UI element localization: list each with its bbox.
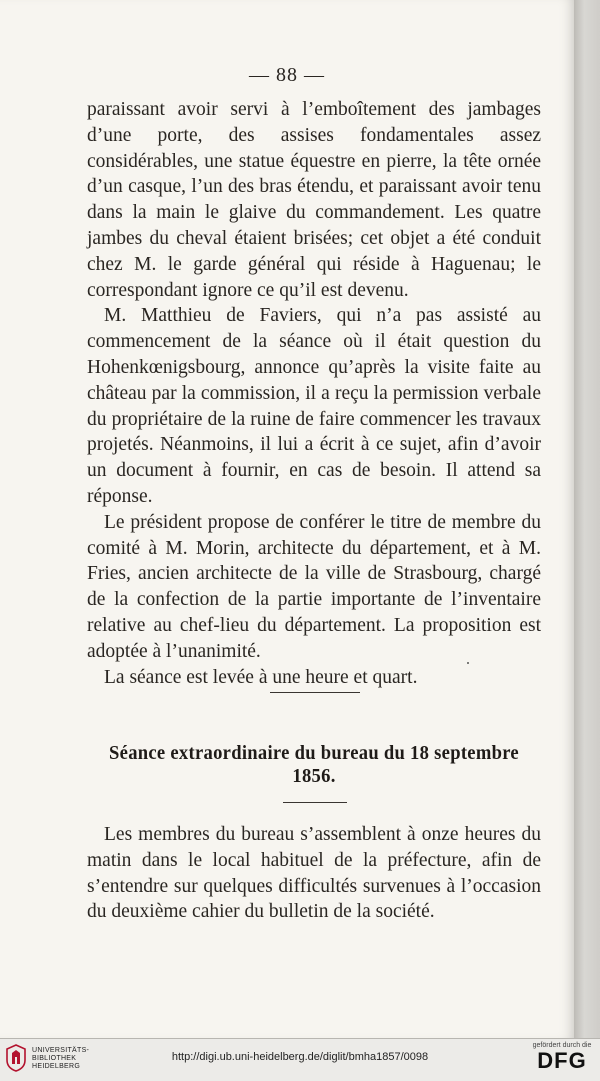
library-line: UNIVERSITÄTS- <box>32 1047 90 1054</box>
ink-speck <box>467 662 469 664</box>
page-number: — 88 — <box>249 64 325 86</box>
paragraph: M. Matthieu de Faviers, qui n’a pas assisté au commencement de la séance où il était question du Hohenkœnigsbourg, annonce qu’après la visite faite au château par la commission, il a reçu la permission verbale du propriétaire de la ruine de faire commencer les travaux projetés. Néanmoins, il lui a écrit à ce sujet, afin d’avoir un document à fournir, en cas de besoin. Il attend sa réponse. <box>87 305 541 507</box>
paragraph: La séance est levée à une heure et quart. <box>104 666 418 688</box>
body-text-block-1 <box>87 97 541 690</box>
library-line: HEIDELBERG <box>32 1063 81 1070</box>
library-line: BIBLIOTHEK <box>32 1055 77 1062</box>
paragraph: Les membres du bureau s’assemblent à onze heures du matin dans le local habituel de la préfecture, afin de s’entendre sur quelques difficultés survenues à l’occasion du deuxième cahier du bulletin de la société. <box>87 824 541 923</box>
dfg-logo: DFG <box>537 1048 587 1073</box>
viewer-footer <box>0 1038 600 1081</box>
sponsor-note: gefördert durch die <box>532 1042 592 1049</box>
sponsor-logo <box>532 1042 592 1073</box>
paragraph: paraissant avoir servi à l’emboîtement des jambages d’une porte, des assises fondamentales assez considérables, une statue équestre en pierre, la tête ornée d’un casque, l’un des bras étendu, et paraissant avoir tenu dans la main le glaive du commandement. Les quatre jambes du cheval étaient brisées; cet objet a été conduit chez M. le garde général qui réside à Haguenau; le correspondant ignore ce qu’il est devenu. <box>87 99 541 301</box>
separator-rule <box>270 692 360 693</box>
page-edge-shadow <box>574 0 600 1038</box>
paragraph: Le président propose de conférer le titre de membre du comité à M. Morin, architecte du département, et à M. Fries, ancien architecte de la ville de Strasbourg, chargé de la confection de la partie importante de l’inventaire relative au chef-lieu du département. La proposition est adoptée à l’unanimité. <box>87 511 541 662</box>
separator-rule-short <box>283 802 347 803</box>
body-text-block-2 <box>87 822 541 925</box>
page-url-link[interactable]: http://digi.ub.uni-heidelberg.de/diglit/bmha1857/0098 <box>171 1051 429 1063</box>
section-heading: Séance extraordinaire du bureau du 18 septembre 1856. <box>109 742 519 787</box>
